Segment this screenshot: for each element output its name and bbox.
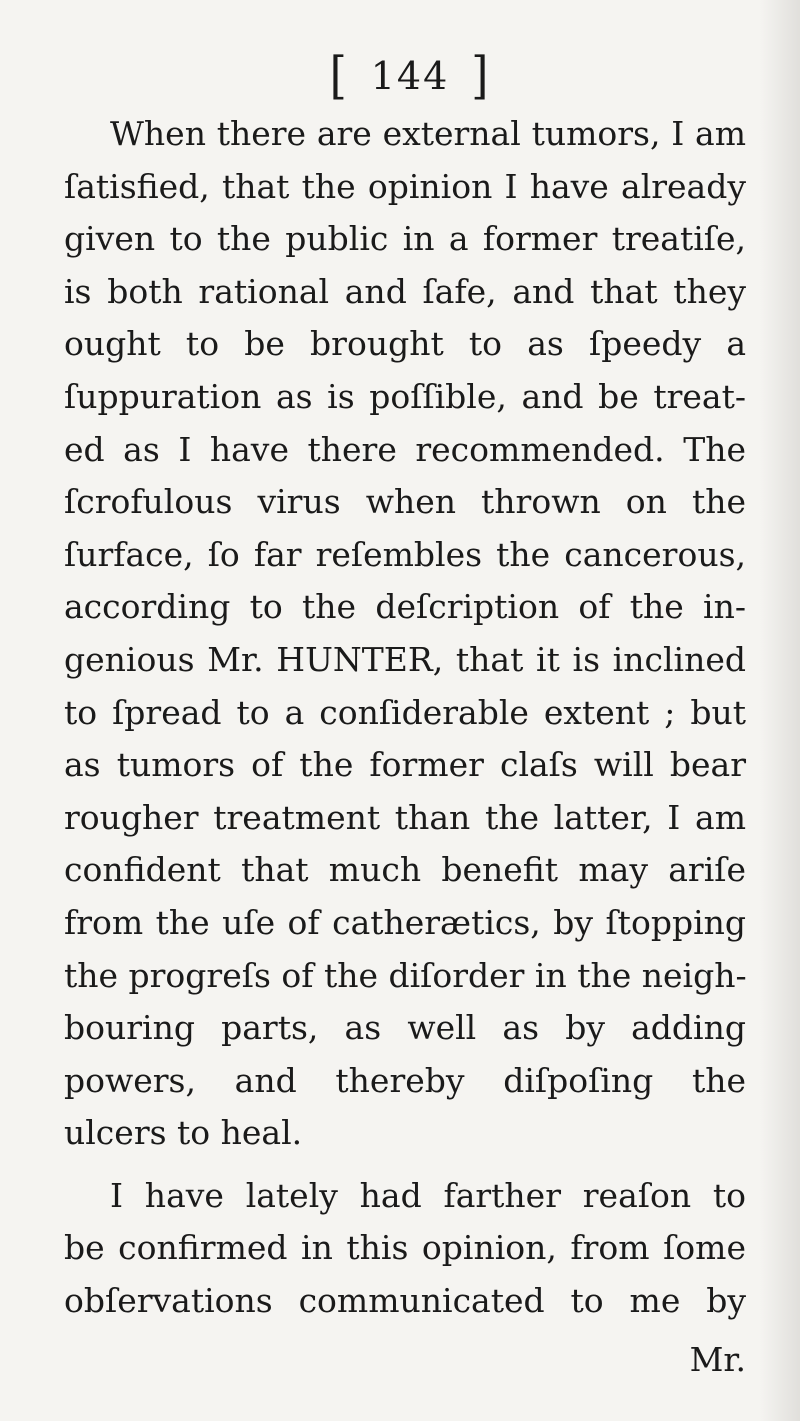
body-text xyxy=(64,108,746,1328)
text-line: ed as I have there recommended. The xyxy=(64,429,746,469)
text-line: ulcers to heal. xyxy=(64,1113,303,1153)
text-line: ſurface, ſo far reſembles the cancerous, xyxy=(64,534,746,574)
text-line: ſuppuration as is poſſible, and be treat- xyxy=(64,376,746,416)
text-line: rougher treatment than the latter, I am xyxy=(64,797,746,837)
text-line: given to the public in a former treatiſe, xyxy=(64,219,746,259)
text-line: is both rational and ſafe, and that they xyxy=(64,271,746,311)
text-line: ſcrofulous virus when thrown on the xyxy=(64,482,746,522)
text-line: powers, and thereby diſpoſing the xyxy=(64,1060,746,1100)
page-number: 144 xyxy=(370,54,450,98)
text-line: obſervations communicated to me by xyxy=(64,1281,746,1321)
page-edge-shadow xyxy=(760,0,800,1421)
text-line: according to the deſcription of the in- xyxy=(64,587,746,627)
page-header xyxy=(0,46,800,107)
text-line: be confirmed in this opinion, from ſome xyxy=(64,1228,746,1268)
text-line: When there are external tumors, I am xyxy=(110,114,746,153)
text-line: from the uſe of catherætics, by ſtopping xyxy=(64,902,746,942)
catchword: Mr. xyxy=(689,1340,746,1379)
text-line: confident that much benefit may ariſe xyxy=(64,850,746,890)
text-line: ſatisfied, that the opinion I have already xyxy=(64,166,746,206)
text-line: I have lately had farther reaſon to xyxy=(110,1175,746,1215)
text-line: ought to be brought to as ſpeedy a xyxy=(64,324,746,364)
text-line: to ſpread to a conſiderable extent ; but xyxy=(64,692,746,732)
text-line: as tumors of the former claſs will bear xyxy=(64,745,746,785)
bracket-close: ] xyxy=(471,47,491,106)
bracket-open: [ xyxy=(329,47,349,106)
text-line: bouring parts, as well as by adding xyxy=(64,1008,746,1048)
text-line: genious Mr. HUNTER, that it is inclined xyxy=(64,639,746,679)
text-line: the progreſs of the diſorder in the neigh- xyxy=(64,955,747,995)
